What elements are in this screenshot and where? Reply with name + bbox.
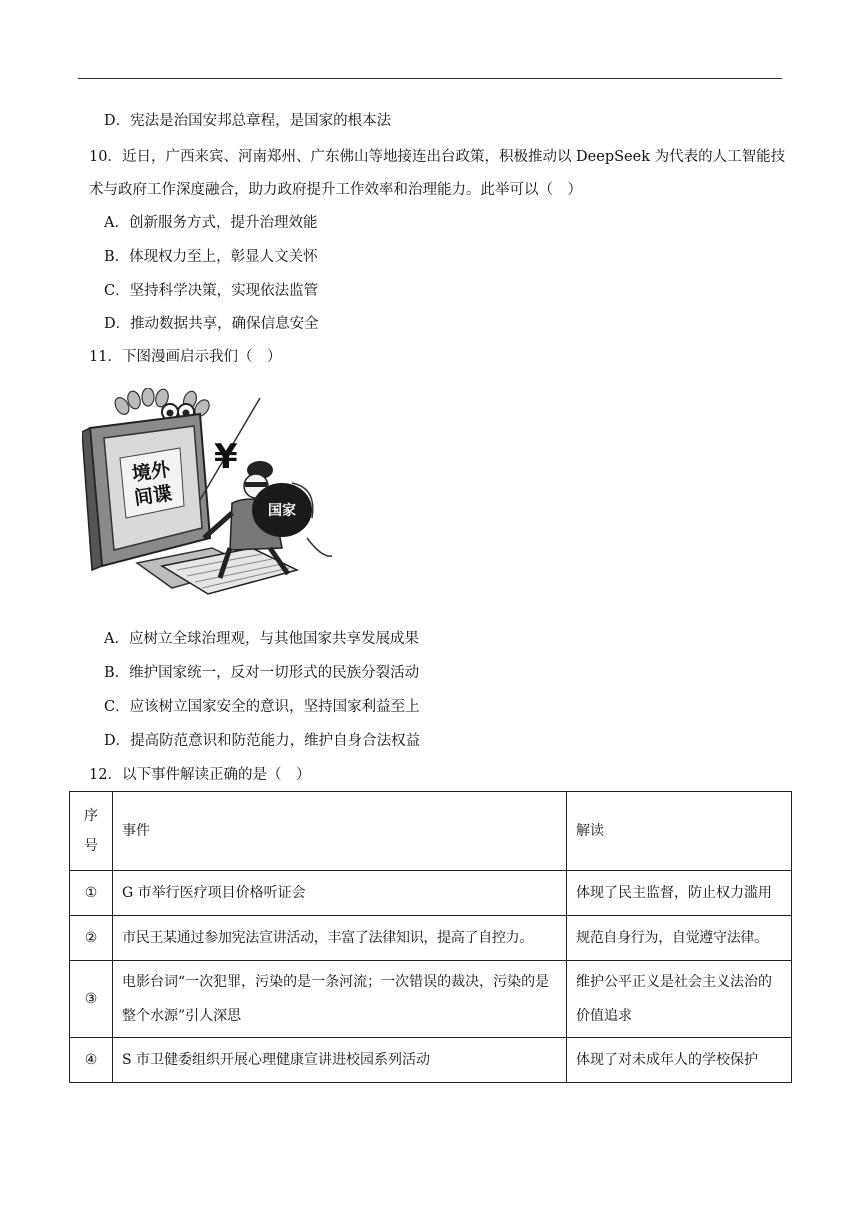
row-event: 电影台词“一次犯罪，污染的是一条河流；一次错误的裁决，污染的是整个水源”引人深思 (113, 961, 567, 1038)
spy-cartoon (82, 388, 334, 608)
q11-option-c: C．应该树立国家安全的意识，坚持国家利益至上 (104, 699, 420, 715)
header-interpret: 解读 (567, 792, 792, 871)
q11-option-b: B．维护国家统一，反对一切形式的民族分裂活动 (104, 665, 420, 681)
q10-option-a: A．创新服务方式，提升治理效能 (104, 215, 318, 231)
table-row (70, 1038, 792, 1083)
row-interpret: 体现了民主监督，防止权力滥用 (567, 871, 792, 916)
screen-text-2: 间谍 (132, 482, 174, 510)
table-header-row (70, 792, 792, 871)
row-event: S 市卫健委组织开展心理健康宣讲进校园系列活动 (113, 1038, 567, 1083)
row-interpret: 规范自身行为，自觉遵守法律。 (567, 916, 792, 961)
row-event: G 市举行医疗项目价格听证会 (113, 871, 567, 916)
row-interpret: 体现了对未成年人的学校保护 (567, 1038, 792, 1083)
q11-option-a: A．应树立全球治理观，与其他国家共享发展成果 (104, 631, 419, 647)
q10-option-b: B．体现权力至上，彰显人文关怀 (104, 249, 318, 265)
q12-stem: 12．以下事件解读正确的是（ ） (89, 767, 311, 783)
monitor-icon (82, 414, 210, 570)
q10-option-c: C．坚持科学决策，实现依法监管 (104, 283, 319, 299)
q9-option-d: D．宪法是治国安邦总章程，是国家的根本法 (104, 113, 392, 129)
screen-text-1: 境外 (130, 458, 172, 486)
table-row (70, 916, 792, 961)
table-row (70, 871, 792, 916)
header-num: 序 号 (70, 792, 113, 871)
bag-text: 国家 (268, 503, 296, 519)
q10-stem-line2: 术与政府工作深度融合，助力政府提升工作效率和治理能力。此举可以（ ） (89, 182, 582, 198)
q11-stem: 11．下图漫画启示我们（ ） (89, 349, 282, 365)
q10-stem-line1: 10．近日，广西来宾、河南郑州、广东佛山等地接连出台政策，积极推动以 DeepSeek 为代表的人工智能技 (89, 149, 786, 165)
row-num: ② (70, 916, 113, 961)
row-event: 市民王某通过参加宪法宣讲活动，丰富了法律知识，提高了自控力。 (113, 916, 567, 961)
header-event: 事件 (113, 792, 567, 871)
row-num: ③ (70, 961, 113, 1038)
yen-icon: ¥ (214, 437, 238, 477)
q10-option-d: D．推动数据共享，确保信息安全 (104, 316, 319, 332)
country-bag (252, 483, 312, 537)
header-rule (78, 78, 782, 79)
table-row (70, 961, 792, 1038)
events-table (69, 791, 792, 1083)
q11-option-d: D．提高防范意识和防范能力，维护自身合法权益 (104, 733, 421, 749)
row-num: ④ (70, 1038, 113, 1083)
row-interpret: 维护公平正义是社会主义法治的价值追求 (567, 961, 792, 1038)
row-num: ① (70, 871, 113, 916)
